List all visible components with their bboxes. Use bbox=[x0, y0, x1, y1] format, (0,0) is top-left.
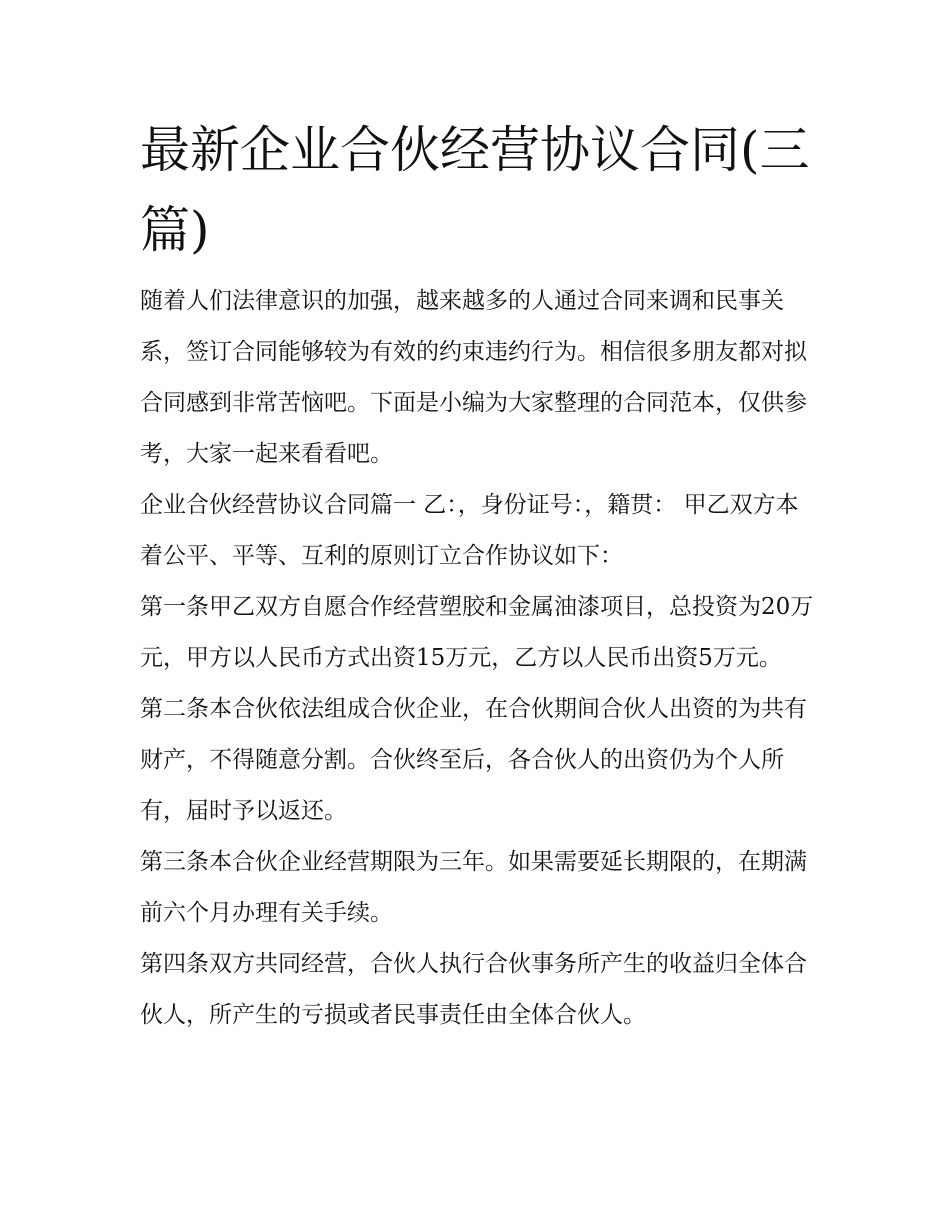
paragraph-intro: 随着人们法律意识的加强，越来越多的人通过合同来调和民事关系，签订合同能够较为有效的约束违约行为。相信很多朋友都对拟合同感到非常苦恼吧。下面是小编为大家整理的合同范本，仅供参考，大家一起来看看吧。 bbox=[140, 288, 807, 467]
paragraph-article-1: 第一条甲乙双方自愿合作经营塑胶和金属油漆项目，总投资为20万元，甲方以人民币方式出资15万元，乙方以人民币出资5万元。 bbox=[140, 594, 814, 671]
document-title: 最新企业合伙经营协议合同(三篇) bbox=[140, 121, 810, 259]
paragraph-parties: 企业合伙经营协议合同篇一 乙：，身份证号：，籍贯： 甲乙双方本着公平、平等、互利的原则订立合作协议如下： bbox=[140, 492, 799, 569]
paragraph-article-2: 第二条本合伙依法组成合伙企业，在合伙期间合伙人出资的为共有财产，不得随意分割。合伙终至后，各合伙人的出资仍为个人所有，届时予以返还。 bbox=[140, 696, 807, 824]
paragraph-article-3: 第三条本合伙企业经营期限为三年。如果需要延长期限的，在期满前六个月办理有关手续。 bbox=[140, 849, 807, 926]
document-body bbox=[140, 276, 820, 1041]
paragraph-article-4: 第四条双方共同经营，合伙人执行合伙事务所产生的收益归全体合伙人，所产生的亏损或者民事责任由全体合伙人。 bbox=[140, 951, 807, 1028]
